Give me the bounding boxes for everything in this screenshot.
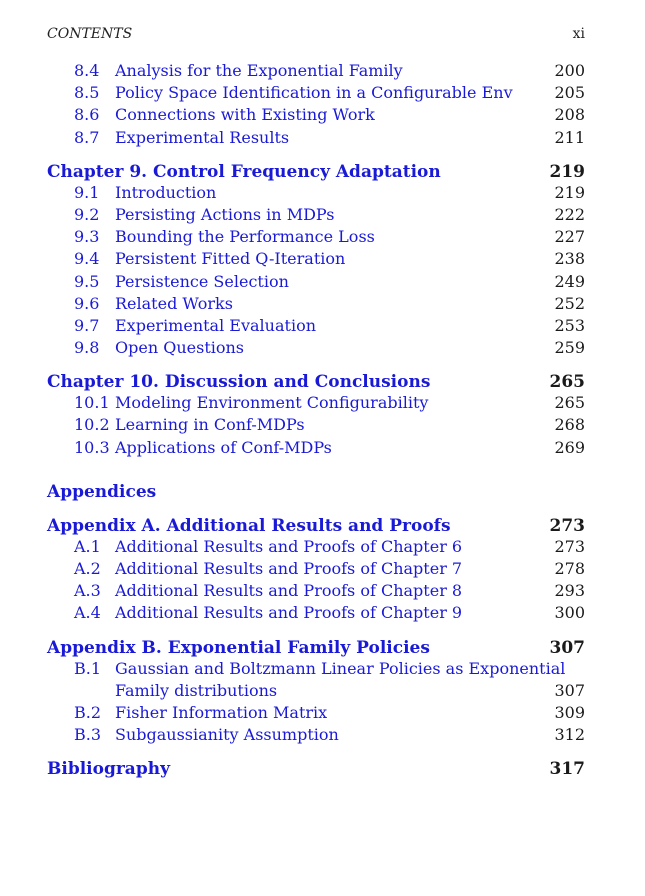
toc-section-b-3[interactable]: B.3 Subgaussianity Assumption 312 <box>74 725 585 745</box>
toc-section-8-7[interactable]: 8.7 Experimental Results 211 <box>74 127 585 147</box>
toc-section-10-1[interactable]: 10.1 Modeling Environment Configurability 265 <box>74 393 585 413</box>
toc-chapter-9[interactable]: Chapter 9. Control Frequency Adaptation 219 <box>47 161 585 182</box>
toc-section-b-1[interactable]: B.1 Gaussian and Boltzmann Linear Policies as Exponential <box>74 658 566 678</box>
toc-section-10-3[interactable]: 10.3 Applications of Conf-MDPs 269 <box>74 437 585 457</box>
toc-section-b-2[interactable]: B.2 Fisher Information Matrix 309 <box>74 702 585 722</box>
toc-section-a-1[interactable]: A.1 Additional Results and Proofs of Chapter 6 273 <box>74 536 585 556</box>
toc-section-b-1-cont[interactable]: Family distributions 307 <box>115 680 585 700</box>
toc-section-9-1[interactable]: 9.1 Introduction 219 <box>74 182 585 202</box>
toc-section-9-8[interactable]: 9.8 Open Questions 259 <box>74 338 585 358</box>
toc-section-9-7[interactable]: 9.7 Experimental Evaluation 253 <box>74 315 585 335</box>
toc-bibliography[interactable]: Bibliography 317 <box>47 759 585 780</box>
toc-section-9-2[interactable]: 9.2 Persisting Actions in MDPs 222 <box>74 204 585 224</box>
header-title: CONTENTS <box>47 26 133 42</box>
toc-appendices-label[interactable]: Appendices <box>47 481 157 502</box>
toc-section-10-2[interactable]: 10.2 Learning in Conf-MDPs 268 <box>74 415 585 435</box>
toc-section-9-6[interactable]: 9.6 Related Works 252 <box>74 293 585 313</box>
toc-section-8-5[interactable]: 8.5 Policy Space Identification in a Configurable Env 205 <box>74 83 585 103</box>
running-header <box>47 26 585 46</box>
toc-section-9-5[interactable]: 9.5 Persistence Selection 249 <box>74 271 585 291</box>
toc-section-9-3[interactable]: 9.3 Bounding the Performance Loss 227 <box>74 227 585 247</box>
toc-chapter-10[interactable]: Chapter 10. Discussion and Conclusions 265 <box>47 372 585 393</box>
toc-appendix-b[interactable]: Appendix B. Exponential Family Policies 307 <box>47 637 585 658</box>
toc-section-8-6[interactable]: 8.6 Connections with Existing Work 208 <box>74 105 585 125</box>
toc-section-8-4[interactable]: 8.4 Analysis for the Exponential Family 200 <box>74 61 585 80</box>
toc-section-a-3[interactable]: A.3 Additional Results and Proofs of Chapter 8 293 <box>74 581 585 601</box>
table-of-contents <box>47 60 585 779</box>
toc-section-a-2[interactable]: A.2 Additional Results and Proofs of Chapter 7 278 <box>74 559 585 578</box>
toc-appendix-a[interactable]: Appendix A. Additional Results and Proofs 273 <box>47 515 585 536</box>
header-page-number: xi <box>572 26 585 42</box>
toc-section-9-4[interactable]: 9.4 Persistent Fitted Q-Iteration 238 <box>74 249 585 269</box>
toc-section-a-4[interactable]: A.4 Additional Results and Proofs of Chapter 9 300 <box>74 603 585 623</box>
